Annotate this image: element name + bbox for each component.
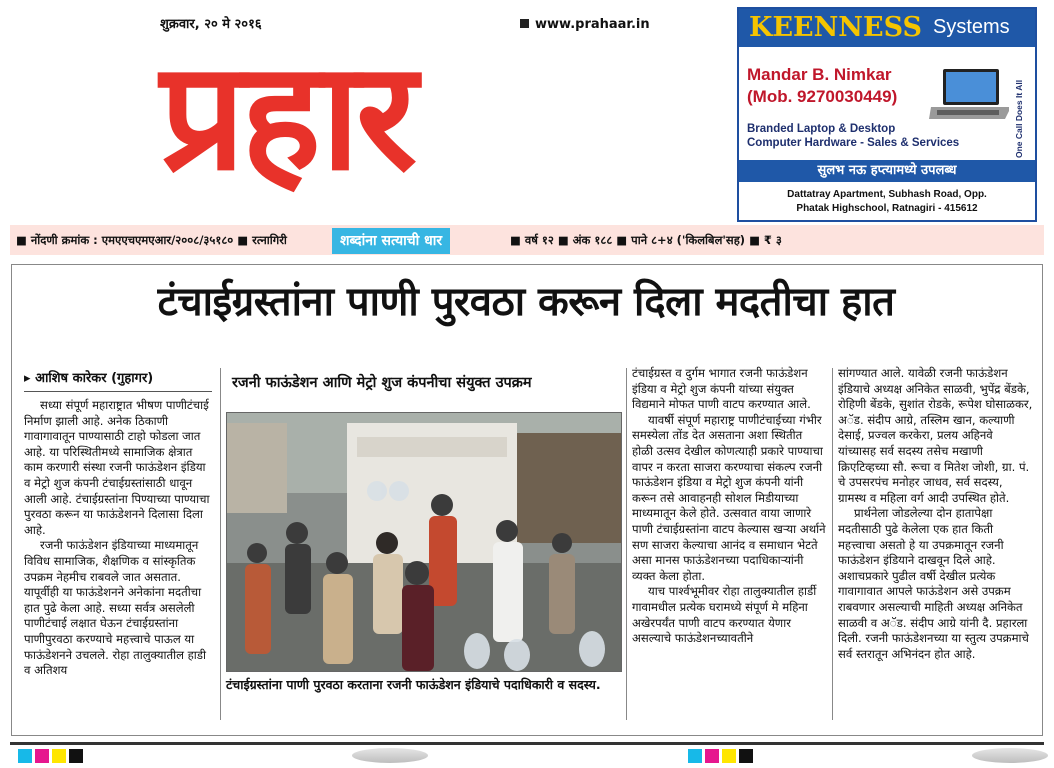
ad-mobile: (Mob. 9270030449) — [747, 87, 898, 106]
byline-text: आशिष कारेकर (गुहागर) — [35, 371, 154, 386]
registration-info: ■ नोंदणी क्रमांक : एमएएचएमएआर/२००८/३५१८० ■ रत्नागिरी — [16, 233, 287, 247]
color-registration-marks — [18, 748, 86, 767]
registration-oval — [972, 748, 1048, 763]
column-divider — [626, 368, 627, 720]
paragraph: प्रार्थनेला जोडलेल्या दोन हातापेक्षा मदतीसाठी पुढे केलेला एक हात किती महत्त्वाचा असतो हे या उपक्रमातून रजनी फाऊंडेशन इंडियाने दाखवून दिले आहे. अशाचप्रकारे पुढील वर्षी देखील प्रत्येक गावागावात आपले फाऊंडेशन असे उपक्रम राबवणार असल्याची माहिती अध्यक्ष अनिकेत साळवी व अॅड. संदीप आग्रे यांनी दै. प्रहारला दिली. रजनी फाऊंडेशनच्या या स्तुत्य उपक्रमाचे सर्व स्तरातून अभिनंदन होत आहे. — [838, 506, 1029, 661]
ad-installment-band: सुलभ नऊ हप्त्यामध्ये उपलब्ध — [739, 160, 1035, 182]
tagline: शब्दांना सत्याची धार — [332, 228, 450, 254]
paragraph: सांगण्यात आले. यावेळी रजनी फाऊंडेशन इंडियाचे अध्यक्ष अनिकेत साळवी, भुपेंद्र बेंडके, रोहिणी बेंडके, सुशांत रोडके, रूपेश घोसाळकर, अॅड. संदीप आग्रे, तस्लिम खान, कल्याणी देसाई, प्रज्वल करकेरा, प्रलय अहिनवे यांच्यासह सर्व सदस्य तसेच मखाणी क्रिएटिव्हच्या सौ. रूचा व मितेश जोशी, ग्रा. पं. चे उपसरपंच मनोहर जाधव, सर्व सदस्य, ग्रामस्थ व महिला वर्ग आदी उपस्थित होते. — [838, 366, 1033, 505]
newspaper-logo: प्रहार — [160, 30, 414, 204]
paragraph: सध्या संपूर्ण महाराष्ट्रात भीषण पाणीटंचाई निर्माण झाली आहे. अनेक ठिकाणी गावागावातून पाण्यासाठी टाहो फोडला जात आहे. या परिस्थितीमध्ये सामाजिक क्षेत्रात काम करणारी संस्था रजनी फाऊंडेशन इंडिया व मेट्रो शुज कंपनी टंचाईग्रस्तांसाठी धावून आली आहे. टंचाईग्रस्तांना पिण्याच्या पाण्याचा पुरवठा करून या फाऊंडेशनने दिलासा दिला आहे. — [24, 398, 210, 537]
issue-date: शुक्रवार, २० मे २०१६ — [160, 17, 262, 32]
article-headline: टंचाईग्रस्तांना पाणी पुरवठा करून दिला मदतीचा हात — [157, 279, 895, 325]
ad-contact-name: Mandar B. Nimkar — [747, 65, 892, 84]
bottom-rule — [10, 742, 1044, 745]
info-strip — [10, 225, 1044, 255]
article-column-3 — [632, 366, 826, 647]
registration-oval — [352, 748, 428, 763]
ad-line-1: Branded Laptop & Desktop — [747, 123, 896, 135]
advertisement — [737, 7, 1037, 222]
color-registration-marks — [688, 748, 756, 767]
photo-caption: टंचाईग्रस्तांना पाणी पुरवठा करताना रजनी फाऊंडेशन इंडियाचे पदाधिकारी व सदस्य. — [226, 677, 601, 692]
triangle-bullet-icon: ▸ — [24, 371, 36, 386]
paragraph: याच पार्श्वभूमीवर रोहा तालुक्यातील हार्डी गावामधील प्रत्येक घरामध्ये संपूर्ण मे महिना अखेरपर्यंत पाणी वाटप करण्यात येणार असल्याचे फाऊंडेशनच्यावतीने — [632, 584, 817, 646]
ad-brand: KEENNESS — [749, 12, 922, 43]
ad-line-2: Computer Hardware - Sales & Services — [747, 137, 960, 149]
article-photo — [226, 412, 622, 672]
paragraph: रजनी फाऊंडेशन इंडियाच्या माध्यमातून विविध सामाजिक, शैक्षणिक व सांस्कृतिक उपक्रम नेहमीच राबवले जात असतात. यापूर्वीही या फाऊंडेशनने अनेकांना मदतीचा हात पुढे केला आहे. सध्या सर्वत्र असलेली पाणीटंचाई लक्षात घेऊन टंचाईग्रस्तांना पाणीपुरवठा करण्याचे महत्त्वाचे पाऊल या फाऊंडेशनने उचलले. रोहा तालुक्यातील हाडी व अतिशय — [24, 538, 207, 678]
photo-illustration — [227, 413, 621, 671]
ad-side-slogan: One Call Does It All — [1014, 79, 1024, 158]
column-divider — [832, 368, 833, 720]
ad-address-1: Dattatray Apartment, Subhash Road, Opp. — [787, 189, 987, 200]
ad-address-2: Phatak Highschool, Ratnagiri - 415612 — [796, 203, 978, 214]
bullet-icon — [520, 19, 529, 28]
website — [520, 17, 650, 32]
column-divider — [220, 368, 221, 720]
byline — [24, 368, 153, 386]
paragraph: टंचाईग्रस्त व दुर्गम भागात रजनी फाऊंडेशन इंडिया व मेट्रो शुज कंपनी यांच्या संयुक्त विद्यमाने मोफत पाणी वाटप करण्यात आले. — [632, 366, 811, 412]
article-column-4 — [838, 366, 1034, 662]
ad-header — [739, 9, 1035, 47]
issue-meta: ■ वर्ष १२ ■ अंक १८८ ■ पाने ८+४ ('किलबिल'सह) ■ ₹ ३ — [510, 233, 782, 247]
byline-rule — [24, 391, 212, 392]
laptop-icon — [927, 67, 1009, 125]
ad-brand-suffix: Systems — [933, 16, 1010, 38]
article-column-1 — [24, 398, 214, 679]
website-url: www.prahaar.in — [535, 17, 650, 32]
paragraph: यावर्षी संपूर्ण महाराष्ट्र पाणीटंचाईच्या गंभीर समस्येला तोंड देत असताना अशा स्थितीत होळी उत्सव देखील कोणत्याही प्रकारे पाण्याचा वापर न करता साजरा करण्याचा संकल्प रजनी फाऊंडेशन इंडिया व मेट्रो शुज कंपनी यांनी करून तसे आवाहनही सोशल मिडीयाच्या माध्यमातून केले होते. उत्सवात वाया जाणारे पाणी टंचाईग्रस्तांना वाटप केल्यास खऱ्या अर्थाने सण साजरा केल्याचा आनंद व समाधान भेटते असा मानस फाऊंडेशनच्या पदाधिकाऱ्यांनी व्यक्त केला होता. — [632, 412, 826, 583]
article-subheadline: रजनी फाऊंडेशन आणि मेट्रो शुज कंपनीचा संयुक्त उपक्रम — [232, 375, 532, 391]
